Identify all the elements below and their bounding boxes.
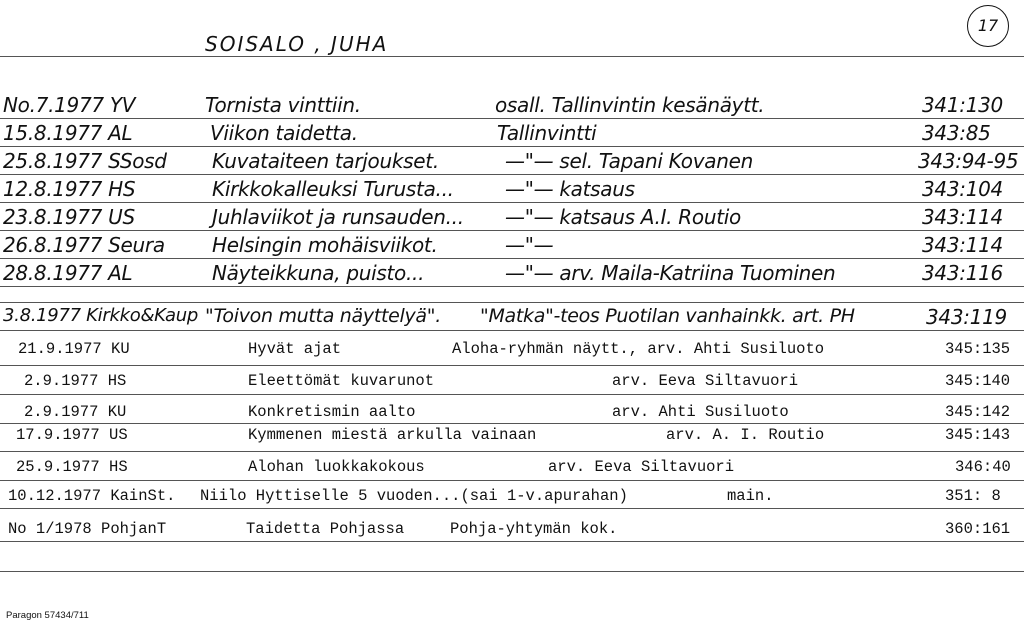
entry-date: 2.9.1977 HS <box>24 372 127 390</box>
entry-note: osall. Tallinvintin kesänäytt. <box>495 93 765 117</box>
entry-title: Alohan luokkakokous <box>248 458 425 476</box>
entry-title: Viikon taidetta. <box>210 121 358 145</box>
entry-title: Konkretismin aalto <box>248 403 416 421</box>
entry-note: "Matka"-teos Puotilan vanhainkk. art. PH <box>480 305 855 327</box>
entry-ref: 343:104 <box>922 177 1003 201</box>
rule-line <box>0 394 1024 395</box>
entry-note: —"— sel. Tapani Kovanen <box>505 149 753 173</box>
entry-date: 28.8.1977 AL <box>3 261 133 285</box>
card-footer: Paragon 57434/711 <box>6 610 89 621</box>
entry-note: —"— katsaus A.I. Routio <box>505 205 741 229</box>
entry-title: Kymmenen miestä arkulla vainaan <box>248 426 537 444</box>
entry-note: arv. Eeva Siltavuori <box>548 458 735 476</box>
rule-line <box>0 451 1024 452</box>
rule-line <box>0 174 1024 175</box>
rule-line <box>0 365 1024 366</box>
entry-ref: 343:116 <box>922 261 1003 285</box>
entry-date: 21.9.1977 KU <box>18 340 130 358</box>
entry-title: Kuvataiteen tarjoukset. <box>212 149 439 173</box>
entry-note: arv. Ahti Susiluoto <box>612 403 789 421</box>
rule-line <box>0 202 1024 203</box>
card-heading: SOISALO , JUHA <box>205 32 389 56</box>
entry-date: 23.8.1977 US <box>3 205 135 229</box>
entry-date: No 1/1978 PohjanT <box>8 520 167 538</box>
entry-note: Pohja-yhtymän kok. <box>450 520 618 538</box>
rule-line <box>0 330 1024 331</box>
entry-date: 10.12.1977 KainSt. <box>8 487 176 505</box>
entry-date: No.7.1977 YV <box>3 93 136 117</box>
entry-date: 26.8.1977 Seura <box>3 233 165 257</box>
rule-line <box>0 480 1024 481</box>
rule-line <box>0 571 1024 572</box>
entry-ref: 346:40 <box>955 458 1011 476</box>
entry-note: arv. A. I. Routio <box>666 426 825 444</box>
rule-line <box>0 508 1024 509</box>
entry-note: Tallinvintti <box>497 121 597 145</box>
rule-line <box>0 541 1024 542</box>
entry-title: Hyvät ajat <box>248 340 342 358</box>
card-number: 17 <box>967 5 1009 47</box>
entry-date: 25.9.1977 HS <box>16 458 128 476</box>
entry-date: 15.8.1977 AL <box>3 121 133 145</box>
entry-ref: 345:143 <box>945 426 1011 444</box>
entry-ref: 343:114 <box>922 205 1003 229</box>
entry-ref: 343:119 <box>926 305 1007 329</box>
entry-title: Tornista vinttiin. <box>205 93 361 117</box>
entry-ref: 345:135 <box>945 340 1011 358</box>
entry-title: "Toivon mutta näyttelyä". <box>205 305 441 327</box>
rule-line <box>0 56 1024 57</box>
rule-line <box>0 423 1024 424</box>
entry-ref: 345:140 <box>945 372 1011 390</box>
entry-title: Kirkkokalleuksi Turusta... <box>212 177 454 201</box>
entry-title: Niilo Hyttiselle 5 vuoden...(sai 1-v.apurahan) <box>200 487 628 505</box>
entry-note: —"— arv. Maila-Katriina Tuominen <box>505 261 836 285</box>
entry-title: Helsingin mohäisviikot. <box>212 233 438 257</box>
rule-line <box>0 302 1024 303</box>
rule-line <box>0 230 1024 231</box>
entry-ref: 341:130 <box>922 93 1003 117</box>
entry-title: Juhlaviikot ja runsauden... <box>212 205 464 229</box>
entry-date: 12.8.1977 HS <box>3 177 136 201</box>
entry-title: Eleettömät kuvarunot <box>248 372 435 390</box>
entry-date: 25.8.1977 SSosd <box>3 149 167 173</box>
rule-line <box>0 286 1024 287</box>
entry-ref: 345:142 <box>945 403 1011 421</box>
entry-date: 2.9.1977 KU <box>24 403 127 421</box>
entry-date: 3.8.1977 Kirkko&Kaup <box>3 305 199 326</box>
entry-ref: 343:85 <box>922 121 991 145</box>
entry-note: —"— katsaus <box>505 177 635 201</box>
entry-title: Näyteikkuna, puisto... <box>212 261 425 285</box>
entry-ref: 343:114 <box>922 233 1003 257</box>
entry-ref: 343:94-95 <box>918 149 1019 173</box>
rule-line <box>0 146 1024 147</box>
entry-note: main. <box>727 487 774 505</box>
rule-line <box>0 118 1024 119</box>
entry-note: arv. Eeva Siltavuori <box>612 372 799 390</box>
entry-note: Aloha-ryhmän näytt., arv. Ahti Susiluoto <box>452 340 825 358</box>
entry-date: 17.9.1977 US <box>16 426 128 444</box>
entry-note: —"— <box>505 233 554 257</box>
entry-ref: 360:161 <box>945 520 1011 538</box>
entry-ref: 351: 8 <box>945 487 1001 505</box>
entry-title: Taidetta Pohjassa <box>246 520 405 538</box>
rule-line <box>0 258 1024 259</box>
